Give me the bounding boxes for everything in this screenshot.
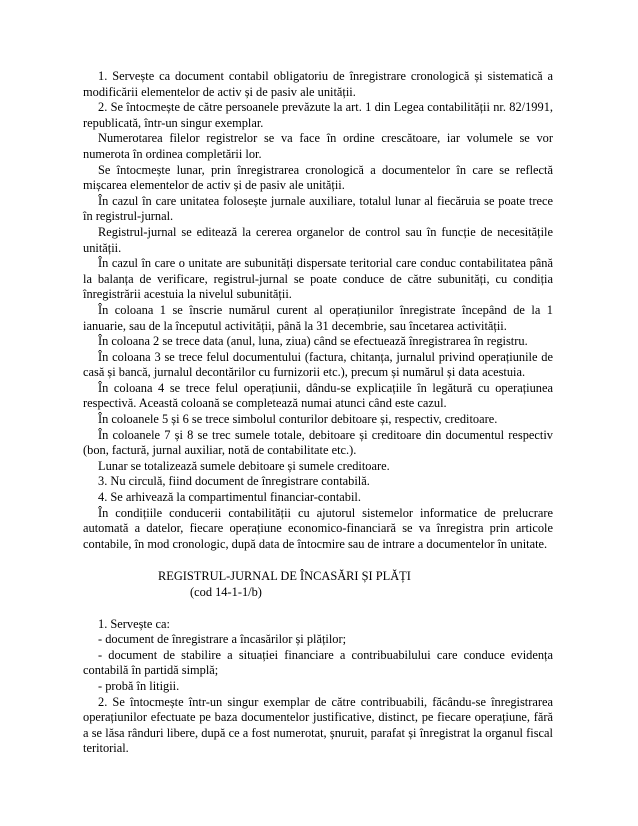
spacer xyxy=(83,601,553,617)
section-title: REGISTRUL-JURNAL DE ÎNCASĂRI ȘI PLĂȚI xyxy=(158,569,411,584)
paragraph: Numerotarea filelor registrelor se va face în ordine crescătoare, iar volumele se vor numerota în ordinea completării lor. xyxy=(83,131,553,161)
registru-incasari-instructions xyxy=(83,617,553,757)
paragraph: În coloana 2 se trece data (anul, luna, ziua) când se efectuează înregistrarea în registru. xyxy=(98,334,528,349)
paragraph: În coloanele 5 și 6 se trece simbolul conturilor debitoare și, respectiv, creditoare. xyxy=(98,412,498,427)
section-code: (cod 14-1-1/b) xyxy=(190,585,262,599)
paragraph: - probă în litigii. xyxy=(98,678,180,693)
paragraph: 4. Se arhivează la compartimentul financiar-contabil. xyxy=(98,490,361,505)
paragraph: În coloana 3 se trece felul documentului (factura, chitanța, jurnalul privind operațiunile de casă și bancă, jurnalul decontărilor cu furnizorii etc.), precum și numărul și data acestuia. xyxy=(83,349,553,380)
registru-jurnal-instructions xyxy=(83,69,553,552)
paragraph: Lunar se totalizează sumele debitoare și sumele creditoare. xyxy=(98,458,390,473)
paragraph: 1. Servește ca: xyxy=(98,616,170,631)
paragraph: 2. Se întocmește de către persoanele prevăzute la art. 1 din Legea contabilității nr. 82/1991, republicată, într-un singur exemplar. xyxy=(83,100,553,130)
paragraph: 2. Se întocmește într-un singur exemplar de către contribuabili, făcându-se înregistrarea operațiunilor efectuate pe baza documentelor justificative, distinct, pe fiecare operațiune, fără a se lăsa rânduri libere, după ce a fost numerotat, șnuruit, parafat și înregistrat la organul fiscal teritorial. xyxy=(83,694,553,756)
paragraph: În coloana 4 se trece felul operațiunii, dându-se explicațiile în legătură cu operațiunea respectivă. Această coloană se completează numai atunci când este cazul. xyxy=(83,380,553,411)
paragraph: În coloanele 7 și 8 se trec sumele totale, debitoare și creditoare din documentul respectiv (bon, factură, jurnal auxiliar, notă de contabilitate etc.). xyxy=(83,427,553,458)
paragraph: - document de stabilire a situației financiare a contribuabilului care conduce evidența contabilă în partidă simplă; xyxy=(83,647,553,678)
paragraph: În coloana 1 se înscrie numărul curent al operațiunilor înregistrate începând de la 1 ianuarie, sau de la începutul activității, până la 31 decembrie, sau încetarea activității. xyxy=(83,302,553,333)
paragraph: - document de înregistrare a încasărilor și plăților; xyxy=(98,632,347,647)
paragraph: În condițiile conducerii contabilității cu ajutorul sistemelor informatice de prelucrare automată a datelor, fiecare operațiune economico-financiară se va înregistra prin articole contabile, în mod cronologic, după data de întocmire sau de intrare a documentelor în unitate. xyxy=(83,505,553,551)
paragraph: Se întocmește lunar, prin înregistrarea cronologică a documentelor în care se reflectă mișcarea elementelor de activ și de pasiv ale unității. xyxy=(83,162,553,193)
paragraph: 1. Servește ca document contabil obligatoriu de înregistrare cronologică și sistematică a modificării elementelor de activ și de pasiv ale unității. xyxy=(83,69,553,99)
paragraph: Registrul-jurnal se editează la cererea organelor de control sau în funcție de necesitățile unității. xyxy=(83,224,553,255)
paragraph: În cazul în care unitatea folosește jurnale auxiliare, totalul lunar al fiecăruia se poate trece în registrul-jurnal. xyxy=(83,193,553,224)
paragraph: În cazul în care o unitate are subunități dispersate teritorial care conduc contabilitatea până la balanța de verificare, registrul-jurnal se poate conduce de către subunități, cu condiția înregistrării acestuia la nivelul subunității. xyxy=(83,256,553,302)
paragraph: 3. Nu circulă, fiind document de înregistrare contabilă. xyxy=(98,474,370,489)
